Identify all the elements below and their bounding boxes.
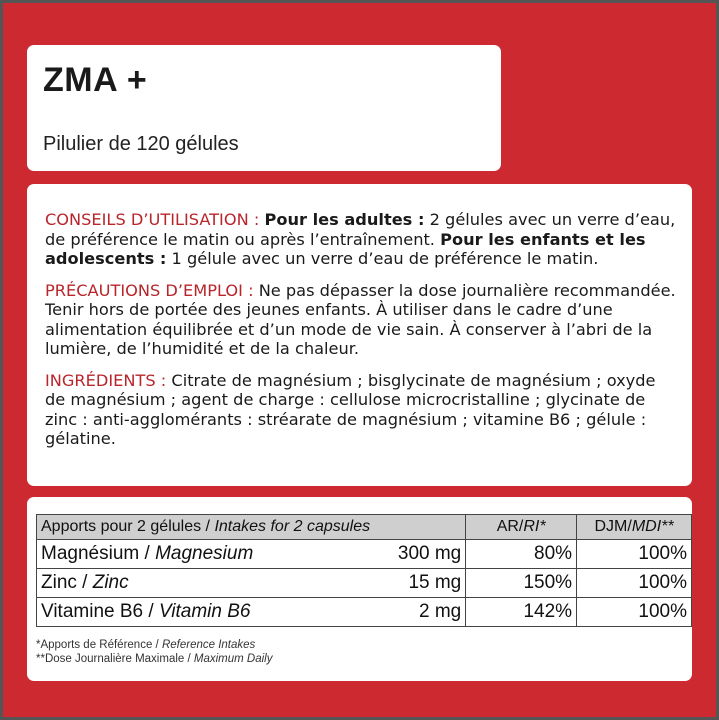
nutrient-ar: 150% bbox=[466, 569, 577, 598]
header-intakes-fr: Apports pour 2 gélules / bbox=[41, 518, 210, 535]
table-header-row bbox=[37, 515, 692, 540]
nutrient-qty: 15 mg bbox=[371, 569, 466, 598]
footnote-1-fr: *Apports de Référence / bbox=[36, 639, 159, 651]
usage-adults-text: 2 gélules avec un verre d’eau, de préférence le matin ou après l’entraînement. bbox=[45, 210, 676, 249]
header-ar-en: RI* bbox=[523, 518, 546, 535]
usage-section bbox=[45, 210, 677, 269]
nutrient-djm: 100% bbox=[577, 540, 692, 569]
nutrient-qty: 300 mg bbox=[371, 540, 466, 569]
nutrient-name bbox=[37, 540, 371, 569]
table-row bbox=[37, 569, 692, 598]
nutrient-qty: 2 mg bbox=[371, 598, 466, 627]
info-card bbox=[27, 184, 692, 486]
precautions-section bbox=[45, 281, 677, 359]
usage-adults-label: Pour les adultes : bbox=[264, 210, 425, 229]
nutrient-djm: 100% bbox=[577, 598, 692, 627]
nutrient-djm: 100% bbox=[577, 569, 692, 598]
nutrient-name-fr: Zinc / bbox=[41, 572, 88, 593]
nutrient-name-en: Vitamin B6 bbox=[158, 601, 251, 622]
nutrition-card bbox=[27, 497, 692, 681]
footnote-maximum-daily bbox=[36, 653, 272, 665]
header-ar-fr: AR/ bbox=[496, 518, 524, 535]
info-text bbox=[45, 210, 677, 461]
footnote-reference-intakes bbox=[36, 639, 255, 651]
header-intakes-en: Intakes for 2 capsules bbox=[214, 518, 371, 535]
header-ar bbox=[466, 515, 577, 540]
ingredients-text: Citrate de magnésium ; bisglycinate de magnésium ; oxyde de magnésium ; agent de charge : cellulose microcristalline ; glycinate de zinc : anti-agglomérants : stréarate de magnésium ; vitamine B6 ; gélule : gélatine. bbox=[45, 370, 656, 448]
usage-children-label: Pour les enfants et les adolescents : bbox=[45, 229, 646, 268]
precautions-text: Ne pas dépasser la dose journalière recommandée. Tenir hors de portée des jeunes enfants. À utiliser dans le cadre d’une alimentation équilibrée et d’un mode de vie sain. À conserver à l’abri de la lumière, de l’humidité et de la chaleur. bbox=[45, 280, 676, 358]
nutrient-name-en: Zinc bbox=[92, 572, 129, 593]
nutrient-ar: 142% bbox=[466, 598, 577, 627]
footnote-1-en: Reference Intakes bbox=[161, 639, 256, 651]
nutrient-name-en: Magnesium bbox=[155, 543, 254, 564]
product-name: ZMA + bbox=[43, 61, 148, 99]
ingredients-heading: INGRÉDIENTS : bbox=[45, 370, 167, 390]
header-djm-en: MDI** bbox=[631, 518, 674, 535]
usage-children-text: 1 gélule avec un verre d’eau de préférence le matin. bbox=[171, 249, 599, 268]
nutrient-name-fr: Magnésium / bbox=[41, 543, 150, 564]
label-frame bbox=[3, 3, 716, 717]
nutrient-ar: 80% bbox=[466, 540, 577, 569]
footnote-2-en: Maximum Daily bbox=[193, 653, 273, 665]
nutrient-name-fr: Vitamine B6 / bbox=[41, 601, 154, 622]
footnote-2-fr: **Dose Journalière Maximale / bbox=[36, 653, 191, 665]
ingredients-section bbox=[45, 371, 677, 449]
nutrition-table bbox=[36, 514, 692, 627]
precautions-heading: PRÉCAUTIONS D’EMPLOI : bbox=[45, 280, 254, 300]
table-row bbox=[37, 598, 692, 627]
usage-heading: CONSEILS D’UTILISATION : bbox=[45, 210, 260, 229]
header-djm bbox=[577, 515, 692, 540]
nutrient-name bbox=[37, 569, 371, 598]
nutrient-name bbox=[37, 598, 371, 627]
table-row bbox=[37, 540, 692, 569]
product-packaging: Pilulier de 120 gélules bbox=[43, 133, 239, 155]
title-card bbox=[27, 45, 501, 171]
header-intakes bbox=[37, 515, 466, 540]
header-djm-fr: DJM/ bbox=[594, 518, 632, 535]
